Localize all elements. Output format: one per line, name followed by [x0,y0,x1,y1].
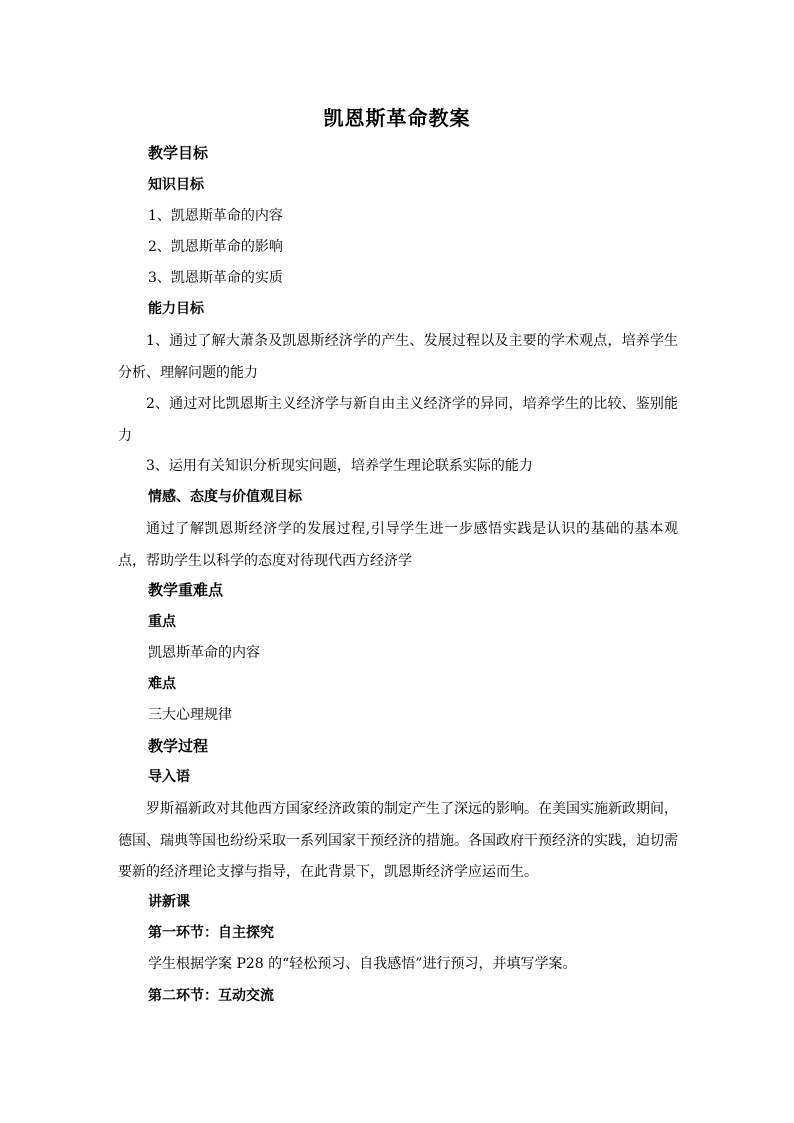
ability-item: 2、通过对比凯恩斯主义经济学与新自由主义经济学的异同，培养学生的比较、鉴别能力 [118,396,678,444]
heading-key-difficult: 教学重难点 [148,581,224,599]
step2-label: 第二环节：互动交流 [148,988,274,1004]
heading-emotion-goals: 情感、态度与价值观目标 [148,489,302,505]
emotion-text: 通过了解凯恩斯经济学的发展过程,引导学生进一步感悟实践是认识的基础的基本观点，帮助学生以科学的态度对待现代西方经济学 [118,521,678,569]
key-point-text: 凯恩斯革命的内容 [148,645,260,661]
step1-label: 第一环节：自主探究 [148,925,274,941]
ability-item: 1、通过了解大萧条及凯恩斯经济学的产生、发展过程以及主要的学术观点，培养学生分析、理解问题的能力 [118,333,678,381]
new-lesson-label: 讲新课 [148,894,190,910]
key-point-label: 重点 [148,614,176,630]
heading-ability-goals: 能力目标 [148,301,204,317]
step1-text: 学生根据学案 P28 的“轻松预习、自我感悟”进行预习，并填写学案。 [148,956,577,972]
ability-item: 3、运用有关知识分析现实问题，培养学生理论联系实际的能力 [146,458,533,474]
heading-teaching-goals: 教学目标 [148,144,209,162]
heading-knowledge-goals: 知识目标 [148,177,204,193]
intro-text: 罗斯福新政对其他西方国家经济政策的制定产生了深远的影响。在美国实施新政期间，德国、瑞典等国也纷纷采取一系列国家干预经济的措施。各国政府干预经济的实践，迫切需要新的经济理论支撑与指导，在此背景下，凯恩斯经济学应运而生。 [118,801,678,880]
document-title: 凯恩斯革命教案 [323,106,471,130]
knowledge-item: 1、凯恩斯革命的内容 [148,208,283,224]
knowledge-item: 3、凯恩斯革命的实质 [148,270,283,286]
difficult-label: 难点 [148,676,176,692]
heading-process: 教学过程 [148,737,209,755]
intro-label: 导入语 [148,769,190,785]
difficult-text: 三大心理规律 [148,707,232,723]
knowledge-item: 2、凯恩斯革命的影响 [148,239,283,255]
